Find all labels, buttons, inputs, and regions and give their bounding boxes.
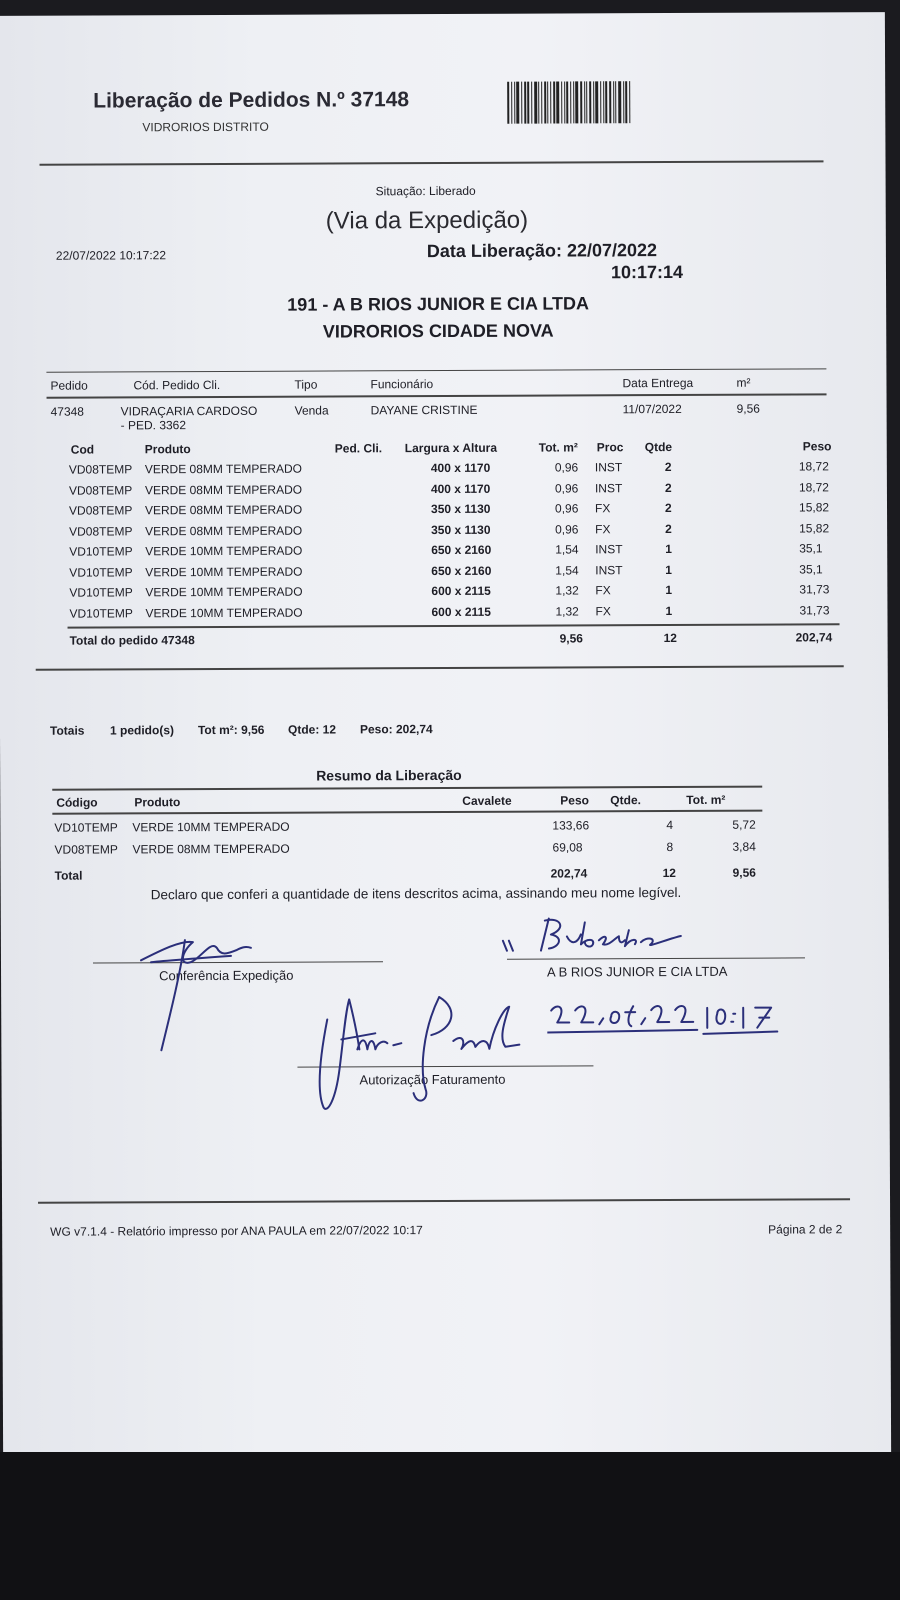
- print-datetime: 22/07/2022 10:17:22: [55, 248, 167, 263]
- item-produto: VERDE 08MM TEMPERADO: [145, 523, 303, 538]
- resumo-col-qtde: Qtde.: [610, 793, 641, 808]
- totais-peso: Peso: 202,74: [359, 722, 433, 737]
- item-dimensions: 600 x 2115: [431, 583, 491, 599]
- barcode-bar: [541, 82, 542, 124]
- barcode-bar: [593, 81, 594, 123]
- barcode-bar: [516, 82, 519, 124]
- barcode-bar: [538, 82, 539, 124]
- item-dimensions: 350 x 1130: [431, 522, 491, 537]
- pedido-bottom-rule: [36, 665, 844, 670]
- item-qtde: 2: [664, 480, 672, 495]
- background-surface: [0, 1452, 900, 1600]
- col-tipo: Tipo: [294, 377, 318, 392]
- item-cod: VD10TEMP: [69, 564, 133, 580]
- resumo-col-produto: Produto: [134, 795, 181, 810]
- resumo-total-qtde: 12: [662, 865, 676, 881]
- barcode-bar: [524, 82, 526, 124]
- item-cod: VD10TEMP: [69, 605, 133, 621]
- table-row: [0, 839, 900, 863]
- barcode-bar: [534, 82, 537, 124]
- items-col-cod: Cod: [70, 442, 95, 457]
- col-cod-pedido-cli: Cód. Pedido Cli.: [133, 377, 221, 393]
- item-proc: FX: [594, 501, 611, 516]
- item-produto: VERDE 10MM TEMPERADO: [145, 605, 303, 620]
- resumo-col-cavalete: Cavalete: [462, 793, 512, 808]
- footer-rule: [38, 1198, 850, 1203]
- footer-left: WG v7.1.4 - Relatório impresso por ANA PAULA em 22/07/2022 10:17: [50, 1223, 423, 1239]
- item-peso: 18,72: [798, 459, 829, 474]
- item-tot-m2: 1,32: [555, 583, 579, 598]
- handwritten-date-icon: [547, 997, 797, 1043]
- autorizacao-label: Autorização Faturamento: [359, 1071, 506, 1088]
- resumo-codigo: VD10TEMP: [54, 820, 118, 835]
- item-qtde: 2: [664, 501, 672, 516]
- item-peso: 15,82: [798, 500, 830, 515]
- item-proc: FX: [595, 521, 611, 536]
- items-col-peso: Peso: [802, 439, 832, 454]
- pedido-total-row: [0, 630, 900, 654]
- barcode-icon: [507, 81, 647, 124]
- cliente-signature-label: A B RIOS JUNIOR E CIA LTDA: [547, 963, 728, 980]
- cliente-name: 191 - A B RIOS JUNIOR E CIA LTDA: [287, 293, 590, 315]
- item-peso: 31,73: [799, 602, 830, 617]
- totais-qtde: Qtde: 12: [287, 722, 337, 737]
- barcode-bar: [556, 81, 559, 123]
- col-m2: m²: [736, 375, 751, 390]
- item-produto: VERDE 10MM TEMPERADO: [145, 543, 303, 559]
- conferencia-label: Conferência Expedição: [159, 967, 294, 984]
- item-produto: VERDE 08MM TEMPERADO: [144, 502, 303, 518]
- barcode-bar: [561, 81, 562, 123]
- resumo-tot-m2: 3,84: [732, 839, 756, 854]
- barcode-bar: [575, 81, 578, 123]
- pedido-total-qtde: 12: [663, 630, 677, 646]
- resumo-col-tot-m2: Tot. m²: [686, 792, 726, 807]
- item-qtde: 1: [665, 603, 673, 618]
- item-produto: VERDE 10MM TEMPERADO: [145, 584, 303, 600]
- pedido-total-label: Total do pedido 47348: [69, 633, 195, 648]
- item-produto: VERDE 08MM TEMPERADO: [144, 482, 303, 497]
- barcode-bar: [584, 81, 585, 123]
- barcode-bar: [625, 81, 627, 123]
- item-tot-m2: 1,32: [555, 603, 579, 619]
- items-col-largura-altura: Largura x Altura: [404, 440, 498, 456]
- totais-m2: Tot m²: 9,56: [197, 722, 265, 738]
- item-tot-m2: 0,96: [554, 480, 579, 496]
- barcode-bar: [507, 82, 509, 124]
- barcode-bar: [586, 81, 587, 123]
- item-cod: VD10TEMP: [69, 585, 133, 600]
- barcode-bar: [603, 81, 604, 123]
- cliente-store: VIDRORIOS CIDADE NOVA: [322, 320, 554, 342]
- barcode-bar: [623, 81, 624, 123]
- barcode-bar: [595, 81, 598, 123]
- pedido-top-rule: [46, 368, 826, 372]
- item-qtde: 1: [665, 542, 672, 557]
- resumo-codigo: VD08TEMP: [54, 842, 118, 857]
- pedido-cod-cli-cont: - PED. 3362: [120, 418, 187, 433]
- barcode-bar: [550, 82, 551, 124]
- resumo-col-peso: Peso: [560, 793, 590, 808]
- item-tot-m2: 0,96: [554, 501, 579, 516]
- item-proc: INST: [594, 460, 623, 475]
- item-cod: VD08TEMP: [68, 482, 133, 498]
- barcode-bar: [527, 82, 529, 124]
- item-dimensions: 600 x 2115: [431, 604, 491, 619]
- barcode-bar: [514, 82, 515, 124]
- barcode-bar: [521, 82, 522, 124]
- barcode-bar: [553, 82, 555, 124]
- barcode-bar: [547, 82, 548, 124]
- barcode-bar: [589, 81, 591, 123]
- barcode-bar: [605, 81, 607, 123]
- item-dimensions: 650 x 2160: [431, 542, 492, 558]
- resumo-tot-m2: 5,72: [732, 817, 756, 832]
- via-label: (Via da Expedição): [325, 206, 529, 235]
- pedido-tipo: Venda: [294, 403, 329, 418]
- resumo-total-m2: 9,56: [732, 865, 756, 880]
- conferencia-signature-icon: [121, 910, 262, 1061]
- items-col-proc: Proc: [596, 440, 624, 455]
- resumo-produto: VERDE 08MM TEMPERADO: [132, 841, 290, 857]
- document-page: [0, 12, 891, 1456]
- header-divider: [40, 160, 824, 165]
- resumo-total-label: Total: [54, 868, 83, 883]
- pedido-data-entrega: 11/07/2022: [622, 401, 682, 417]
- item-cod: VD08TEMP: [68, 503, 133, 518]
- pedido-total-m2: 9,56: [559, 631, 583, 646]
- col-data-entrega: Data Entrega: [622, 375, 694, 391]
- resumo-peso: 133,66: [552, 818, 590, 833]
- item-tot-m2: 0,96: [555, 521, 579, 537]
- item-qtde: 1: [665, 562, 673, 577]
- item-proc: FX: [595, 603, 611, 618]
- item-peso: 15,82: [799, 520, 830, 535]
- item-proc: INST: [595, 542, 623, 557]
- barcode-bar: [573, 81, 574, 123]
- resumo-produto: VERDE 10MM TEMPERADO: [132, 819, 290, 835]
- item-tot-m2: 1,54: [555, 562, 579, 578]
- barcode-bar: [531, 82, 532, 124]
- barcode-bar: [580, 81, 582, 123]
- declaracao-text: Declaro que conferi a quantidade de itens descritos acima, assinando meu nome legível.: [150, 884, 682, 903]
- autorizacao-signature-icon: [313, 989, 544, 1120]
- barcode-bar: [613, 81, 614, 123]
- barcode-bar: [544, 82, 546, 124]
- pedido-row-cont: [0, 415, 899, 439]
- pedido-total-peso: 202,74: [795, 630, 833, 645]
- situacao-label: Situação: Liberado: [375, 183, 476, 199]
- barcode-bar: [511, 82, 512, 124]
- data-liberacao-time: 10:17:14: [610, 261, 684, 283]
- item-peso: 18,72: [798, 479, 829, 494]
- pedido-m2: 9,56: [736, 401, 760, 416]
- barcode-bar: [615, 81, 616, 123]
- items-col-ped-cli: Ped. Cli.: [334, 441, 383, 456]
- item-cod: VD08TEMP: [68, 462, 133, 477]
- item-cod: VD10TEMP: [69, 544, 133, 559]
- items-col-tot-m2: Tot. m²: [538, 440, 578, 455]
- barcode-bar: [609, 81, 611, 123]
- item-dimensions: 350 x 1130: [430, 501, 491, 517]
- barcode-bar: [600, 81, 601, 123]
- item-dimensions: 400 x 1170: [430, 481, 491, 496]
- footer-page: Página 2 de 2: [768, 1222, 843, 1237]
- item-proc: INST: [594, 480, 623, 495]
- col-pedido: Pedido: [50, 378, 88, 393]
- company-subtitle: VIDRORIOS DISTRITO: [142, 119, 269, 135]
- item-qtde: 1: [665, 583, 673, 598]
- item-produto: VERDE 10MM TEMPERADO: [145, 564, 303, 579]
- barcode-bar: [570, 81, 571, 123]
- resumo-qtde: 4: [666, 818, 674, 833]
- item-peso: 31,73: [799, 582, 830, 597]
- items-col-produto: Produto: [144, 442, 191, 457]
- resumo-qtde: 8: [666, 840, 674, 855]
- col-funcionario: Funcionário: [370, 377, 434, 392]
- data-liberacao: Data Liberação: 22/07/2022: [426, 240, 658, 262]
- item-cod: VD08TEMP: [69, 523, 133, 539]
- table-row: [0, 817, 900, 841]
- cliente-signature-icon: [501, 910, 701, 961]
- pedido-numero: 47348: [50, 404, 84, 419]
- item-dimensions: 400 x 1170: [430, 460, 491, 476]
- items-col-qtde: Qtde: [644, 440, 673, 455]
- resumo-top-rule: [52, 786, 762, 791]
- barcode-bar: [618, 81, 621, 123]
- resumo-title: Resumo da Liberação: [316, 766, 462, 784]
- totais-label: Totais: [49, 723, 85, 738]
- resumo-peso: 69,08: [552, 840, 583, 855]
- resumo-total-peso: 202,74: [550, 866, 588, 881]
- report-title: Liberação de Pedidos N.º 37148: [93, 88, 410, 113]
- totais-row: [0, 720, 900, 744]
- item-proc: FX: [595, 583, 611, 598]
- item-peso: 35,1: [799, 541, 823, 556]
- barcode-bar: [564, 81, 565, 123]
- barcode-bar: [566, 81, 568, 123]
- item-produto: VERDE 08MM TEMPERADO: [144, 461, 303, 477]
- resumo-col-codigo: Código: [56, 795, 98, 810]
- totais-pedidos: 1 pedido(s): [109, 723, 175, 738]
- pedido-funcionario: DAYANE CRISTINE: [370, 402, 478, 418]
- pedido-cod-cli: VIDRAÇARIA CARDOSO: [120, 403, 258, 419]
- item-tot-m2: 0,96: [554, 460, 579, 475]
- item-qtde: 2: [665, 521, 672, 536]
- item-qtde: 2: [664, 460, 672, 475]
- item-peso: 35,1: [799, 561, 823, 576]
- item-dimensions: 650 x 2160: [431, 563, 492, 578]
- barcode-bar: [629, 81, 630, 123]
- item-tot-m2: 1,54: [555, 542, 579, 557]
- item-proc: INST: [595, 562, 623, 577]
